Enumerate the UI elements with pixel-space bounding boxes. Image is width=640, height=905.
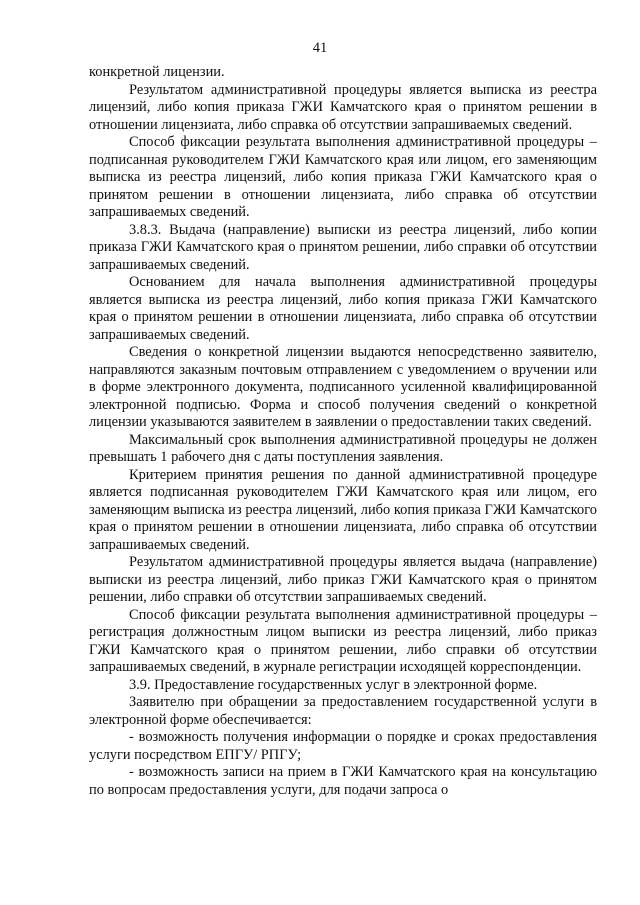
paragraph: 3.8.3. Выдача (направление) выписки из реестра лицензий, либо копии приказа ГЖИ Камчатского края о принятом решении, либо справки об отсутствии запрашиваемых сведений. bbox=[89, 221, 597, 273]
page-number: 41 bbox=[312, 40, 328, 56]
paragraph: Заявителю при обращении за предоставлением государственной услуги в электронной форме обеспечивается: bbox=[89, 694, 597, 728]
paragraph: Результатом административной процедуры является выдача (направление) выписки из реестра лицензий, либо приказ ГЖИ Камчатского края о принятом решении, либо справки об отсутствии запрашиваемых сведений. bbox=[89, 554, 597, 605]
paragraph: Сведения о конкретной лицензии выдаются непосредственно заявителю, направляются заказным почтовым отправлением с уведомлением о вручении или в форме электронного документа, подписанного усиленной квалифицированной электронной подписью. Форма и способ получения сведений о конкретной лицензии указываются заявителем в заявлении о предоставлении таких сведений. bbox=[89, 344, 597, 430]
section-heading: 3.9. Предоставление государственных услуг в электронной форме. bbox=[129, 676, 538, 693]
paragraph: Максимальный срок выполнения административной процедуры не должен превышать 1 рабочего дня с даты поступления заявления. bbox=[89, 431, 597, 465]
paragraph: конкретной лицензии. bbox=[89, 64, 225, 80]
list-item: - возможность получения информации о порядке и сроках предоставления услуги посредством ЕПГУ/ РПГУ; bbox=[89, 729, 597, 763]
list-item: - возможность записи на прием в ГЖИ Камчатского края на консультацию по вопросам предоставления услуги, для подачи запроса о bbox=[89, 764, 597, 798]
paragraph: Критерием принятия решения по данной административной процедуре является подписанная руководителем ГЖИ Камчатского края или лицом, его заменяющим выписка из реестра лицензий, либо копия приказа ГЖИ Камчатского края о принятом решении в отношении лицензиата, либо справка об отсутствии запрашиваемых сведений. bbox=[89, 466, 597, 553]
body-text bbox=[89, 64, 597, 799]
paragraph: Результатом административной процедуры является выписка из реестра лицензий, либо копия приказа ГЖИ Камчатского края о принятом решении в отношении лицензиата, либо справка об отсутствии запрашиваемых сведений. bbox=[89, 81, 597, 133]
paragraph: Способ фиксации результата выполнения административной процедуры – регистрация должностным лицом выписки из реестра лицензий, либо приказ ГЖИ Камчатского края о принятом решении, либо справки об отсутствии запрашиваемых сведений, в журнале регистрации исходящей корреспонденции. bbox=[89, 606, 597, 675]
paragraph: Способ фиксации результата выполнения административной процедуры – подписанная руководителем ГЖИ Камчатского края или лицом, его заменяющим выписка из реестра лицензий, либо копия приказа ГЖИ Камчатского края о принятом решении в отношении лицензиата, либо справка об отсутствии запрашиваемых сведений. bbox=[89, 134, 597, 220]
paragraph: Основанием для начала выполнения административной процедуры является выписка из реестра лицензий, либо копия приказа ГЖИ Камчатского края о принятом решении в отношении лицензиата, либо справка об отсутствии запрашиваемых сведений. bbox=[89, 274, 597, 343]
